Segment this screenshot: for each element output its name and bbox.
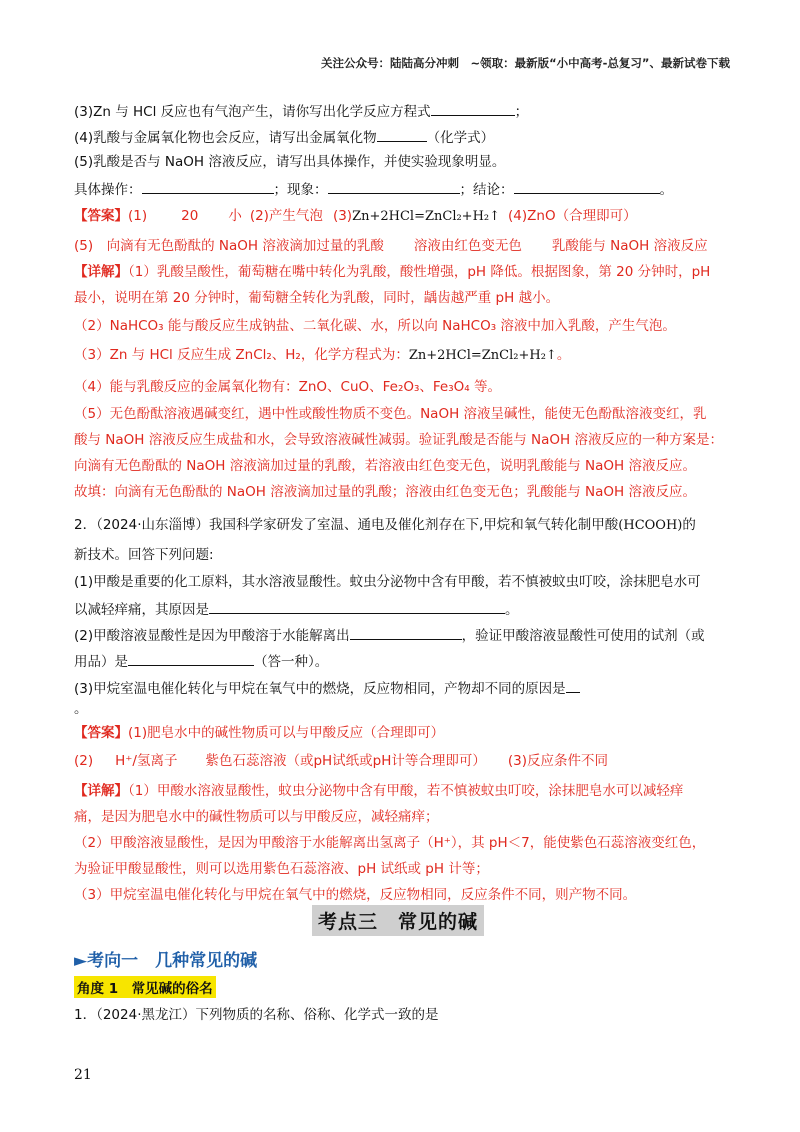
q-text: 用品）是 xyxy=(74,654,128,670)
explain-line: 最小，说明在第 20 分钟时，葡萄糖全转化为乳酸，同时，龋齿越严重 pH 越小。 xyxy=(74,290,560,306)
question-line: (5)乳酸是否与 NaOH 溶液反应，请写出具体操作，并使实验现象明显。 xyxy=(74,154,506,170)
chemical-equation: Zn+2HCl=ZnCl₂+H₂↑ xyxy=(352,209,501,224)
explain-line: 酸与 NaOH 溶液反应生成盐和水，会导致溶液碱性减弱。验证乳酸是否能与 NaOH 溶液反应的一种方案是： xyxy=(74,432,723,448)
q-text: (3)甲烷室温电催化转化与甲烷在氧气中的燃烧，反应物相同，产物却不同的原因是 xyxy=(74,681,566,697)
question-line xyxy=(74,678,580,698)
explain-line: （2）甲酸溶液显酸性，是因为甲酸溶于水能解离出氢离子（H⁺），其 pH＜7，能使紫色石蕊溶液变红色， xyxy=(74,835,706,851)
answer-blank xyxy=(514,179,660,194)
angle-label: 角度 1 常见碱的俗名 xyxy=(74,976,216,998)
question-line xyxy=(74,101,528,121)
q-text: (2)甲酸溶液显酸性是因为甲酸溶于水能解离出 xyxy=(74,628,350,644)
explain-line: （2）NaHCO₃ 能与酸反应生成钠盐、二氧化碳、水，所以向 NaHCO₃ 溶液中加入乳酸，产生气泡。 xyxy=(74,318,676,334)
q-text: 。 xyxy=(505,602,519,618)
explain-text: 。 xyxy=(556,347,571,363)
answer-blank xyxy=(566,678,580,693)
section-title: 考点三 常见的碱 xyxy=(312,905,484,936)
question-line xyxy=(74,599,519,619)
question-line: (1)甲酸是重要的化工原料，其水溶液显酸性。蚊虫分泌物中含有甲酸，若不慎被蚊虫叮咬，涂抹肥皂水可 xyxy=(74,574,701,590)
explain-tag: 【详解】 xyxy=(74,264,128,280)
explain-line: 向滴有无色酚酞的 NaOH 溶液滴加过量的乳酸，若溶液由红色变无色，说明乳酸能与 NaOH 溶液反应。 xyxy=(74,458,696,474)
question-line xyxy=(74,179,673,199)
answer-tag: 【答案】 xyxy=(74,725,128,741)
answer-text: 小 xyxy=(228,208,242,224)
explain-text: （1）甲酸水溶液显酸性，蚊虫分泌物中含有甲酸，若不慎被蚊虫叮咬，涂抹肥皂水可以减轻痒 xyxy=(128,783,684,799)
chemical-equation: Zn+2HCl=ZnCl₂+H₂↑ xyxy=(408,348,557,363)
answer-text: (2) xyxy=(74,753,94,769)
explain-tag: 【详解】 xyxy=(74,783,128,799)
explain-text: （3）Zn 与 HCl 反应生成 ZnCl₂、H₂，化学方程式为： xyxy=(74,347,409,363)
q-text: 以减轻痒痛，其原因是 xyxy=(74,602,209,618)
explain-line xyxy=(74,782,683,800)
answer-blank xyxy=(377,127,427,142)
q-text: 具体操作： xyxy=(74,182,142,198)
answer-line xyxy=(74,724,444,742)
answer-blank xyxy=(142,179,274,194)
answer-blank xyxy=(209,599,505,614)
q-text: 2．（2024·山东淄博）我国科学家研发了室温、通电及催化剂存在下,甲烷和氧气转化制甲酸 xyxy=(74,517,619,533)
question-stem: 新技术。回答下列问题: xyxy=(74,547,214,563)
answer-text: (4)ZnO（合理即可） xyxy=(508,208,637,224)
q-text: ；结论： xyxy=(459,182,514,198)
explain-text: （1）乳酸呈酸性，葡萄糖在嘴中转化为乳酸，酸性增强，pH 降低。根据图象，第 20 分钟时，pH xyxy=(128,264,711,280)
explain-line xyxy=(74,263,710,281)
explain-line: 为验证甲酸显酸性，则可以选用紫色石蕊溶液、pH 试纸或 pH 计等； xyxy=(74,861,489,877)
answer-text: 20 xyxy=(181,208,199,224)
answer-blank xyxy=(431,101,515,116)
answer-line xyxy=(74,207,637,226)
q-text: （化学式） xyxy=(426,130,495,146)
answer-text: (3)反应条件不同 xyxy=(507,753,609,769)
q-text: 的 xyxy=(682,517,696,533)
answer-line xyxy=(74,237,708,255)
question-stem xyxy=(74,516,696,535)
explain-line: （4）能与乳酸反应的金属氧化物有：ZnO、CuO、Fe₂O₃、Fe₃O₄ 等。 xyxy=(74,379,501,395)
q-text: ，验证甲酸溶液显酸性可使用的试剂（或 xyxy=(461,628,705,644)
explain-line: （3）甲烷室温电催化转化与甲烷在氧气中的燃烧，反应物相同，反应条件不同，则产物不同。 xyxy=(74,887,637,903)
q-text: (4)乳酸与金属氧化物也会反应，请写出金属氧化物 xyxy=(74,130,377,146)
q-text: ； xyxy=(514,104,529,120)
answer-blank xyxy=(350,625,462,640)
answer-text: 乳酸能与 NaOH 溶液反应 xyxy=(551,238,708,254)
answer-text: 溶液由红色变无色 xyxy=(413,238,522,254)
answer-blank xyxy=(128,651,254,666)
answer-line xyxy=(74,752,608,770)
explain-line: （5）无色酚酞溶液遇碱变红，遇中性或酸性物质不变色。NaOH 溶液呈碱性，能使无色酚酞溶液变红，乳 xyxy=(74,406,707,422)
q-text: ；现象： xyxy=(273,182,328,198)
explain-line xyxy=(74,346,570,365)
answer-tag: 【答案】 xyxy=(74,208,128,224)
question-line xyxy=(74,625,705,645)
answer-text: (1)肥皂水中的碱性物质可以与甲酸反应（合理即可） xyxy=(128,725,445,741)
q-text: 。 xyxy=(659,182,673,198)
question-line xyxy=(74,651,328,671)
answer-text: (2)产生气泡 xyxy=(249,208,323,224)
q-text: （答一种）。 xyxy=(254,654,329,670)
answer-text: (3) xyxy=(332,208,353,224)
question-line: 。 xyxy=(74,701,88,717)
answer-text: 紫色石蕊溶液（或pH试纸或pH计等合理即可） xyxy=(205,753,486,769)
direction-heading: ►考向一 几种常见的碱 xyxy=(74,951,258,971)
chemical-formula: (HCOOH) xyxy=(618,518,683,533)
explain-line: 痛，是因为肥皂水中的碱性物质可以与甲酸反应，减轻痛痒； xyxy=(74,809,439,825)
page-header: 关注公众号：陆陆高分冲刺 ~领取：最新版“小中高考-总复习”、最新试卷下载 xyxy=(320,56,730,70)
question-stem: 1．（2024·黑龙江）下列物质的名称、俗称、化学式一致的是 xyxy=(74,1007,439,1023)
q-text: (3)Zn 与 HCl 反应也有气泡产生，请你写出化学反应方程式 xyxy=(74,104,431,120)
answer-text: (5) 向滴有无色酚酞的 NaOH 溶液滴加过量的乳酸 xyxy=(74,238,384,254)
page-number: 21 xyxy=(74,1067,92,1083)
explain-line: 故填：向滴有无色酚酞的 NaOH 溶液滴加过量的乳酸；溶液由红色变无色；乳酸能与 NaOH 溶液反应。 xyxy=(74,484,696,500)
question-line xyxy=(74,127,494,147)
answer-blank xyxy=(328,179,460,194)
answer-text: H⁺/氢离子 xyxy=(115,753,178,769)
answer-text: (1) xyxy=(128,208,148,224)
